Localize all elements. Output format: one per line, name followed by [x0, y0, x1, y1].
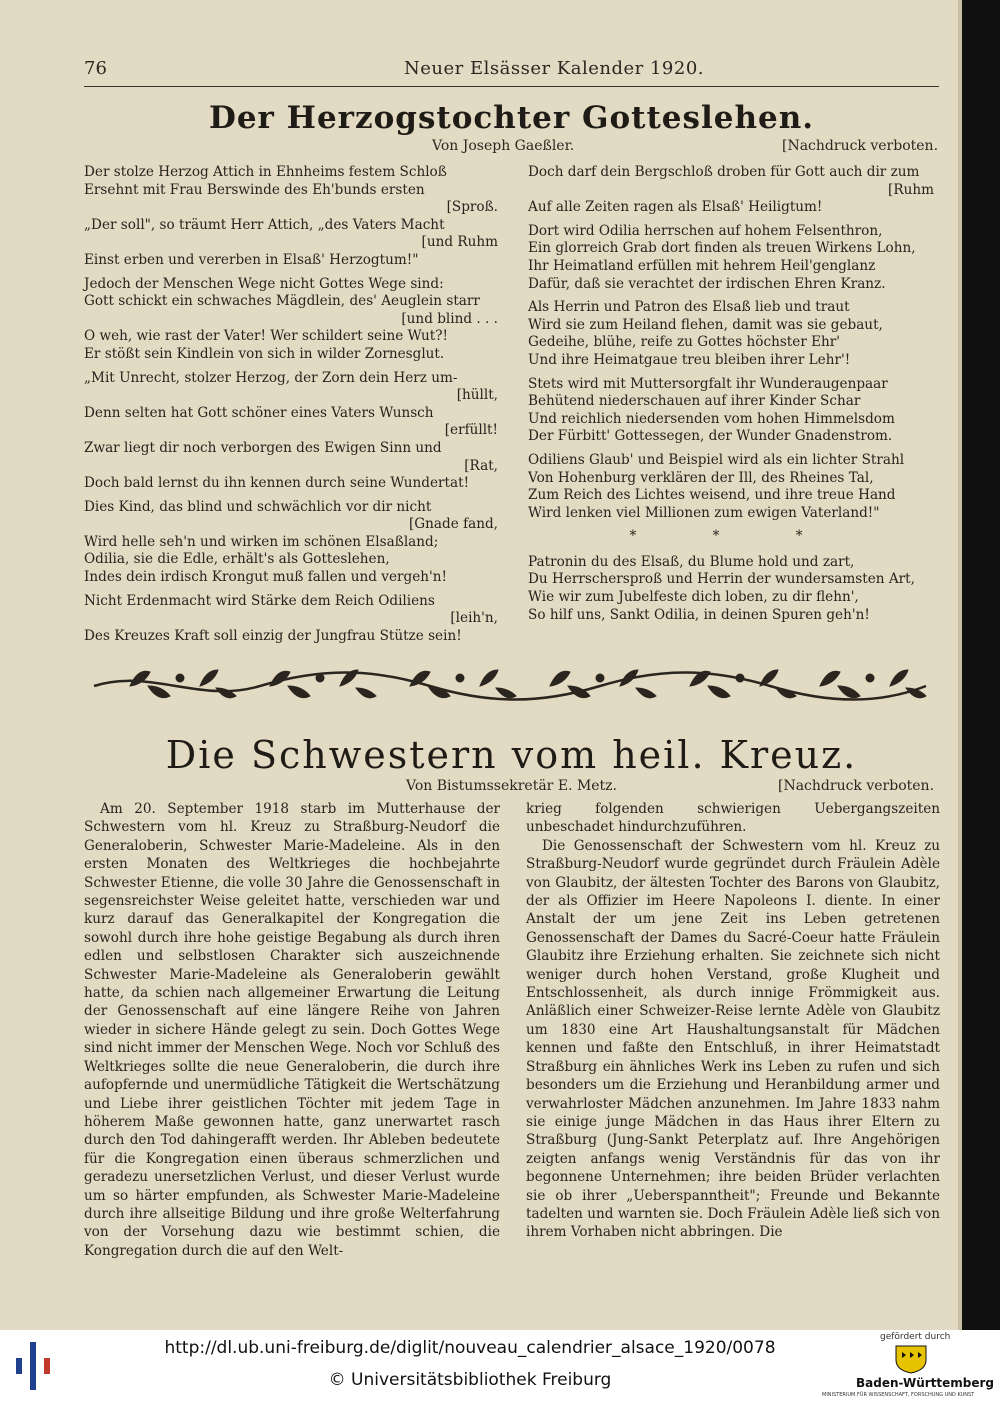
poem-line: [erfüllt!	[444, 422, 498, 439]
article1-title: Der Herzogstochter Gotteslehen.	[208, 100, 815, 136]
poem-line: [Rat,	[464, 457, 498, 474]
poem-line: Denn selten hat Gott schöner eines Vaters Wunsch	[84, 404, 434, 421]
poem-stanza	[84, 593, 504, 646]
poem-line: Und reichlich niedersenden vom hohen Himmelsdom	[528, 410, 895, 427]
ministry-name: MINISTERIUM FÜR WISSENSCHAFT, FORSCHUNG UND KUNST	[822, 1392, 975, 1398]
poem-line: Odilia, sie die Edle, erhält's als Gotteslehen,	[84, 551, 390, 568]
poem-stanza	[84, 370, 504, 493]
page-number: 76	[84, 58, 107, 79]
poem-line: Ihr Heimatland erfüllen mit hehrem Heil'genglanz	[528, 257, 876, 274]
poem-line: Du Herrschersproß und Herrin der wundersamsten Art,	[528, 571, 915, 588]
poem-line: Dafür, daß sie verachtet der irdischen Ehren Kranz.	[528, 275, 886, 292]
poem-stanza	[84, 276, 504, 364]
poem-line: Ein glorreich Grab dort finden als treuen Wirkens Lohn,	[528, 240, 916, 257]
article2-title: Die Schwestern vom heil. Kreuz.	[165, 733, 858, 777]
poem-left-column	[84, 164, 504, 651]
poem-line: Nicht Erdenmacht wird Stärke dem Reich Odiliens	[84, 592, 435, 609]
poem-line: Als Herrin und Patron des Elsaß lieb und traut	[528, 299, 850, 316]
article2-left-text: Am 20. September 1918 starb im Mutterhause der Schwestern vom hl. Kreuz zu Straßburg-Neudorf die Generaloberin, Schwester Marie-Madeleine. Als in den ersten Monaten des Weltkrieges die hochbejahrte Schwester Etienne, die volle 30 Jahre die Genossenschaft in segensreichster Weise geleitet hatte, verschieden war und kurz darauf das Generalkapitel der Kongregation die sowohl durch ihre hohe geistige Begabung als durch ihren edlen und selbstlosen Charakter sich auszeichnende Schwester Marie-Madeleine als Generaloberin gewählt hatte, da schien nach allgemeiner Erwartung die Leitung der Genossenschaft auf eine längere Reihe von Jahren wieder in sichere Hände gelegt zu sein. Doch Gottes Wege sind nicht immer der Menschen Wege. Noch vor Schluß des Weltkrieges sollte die neue Generaloberin, die durch ihre aufopfernde und unermüdliche Tätigkeit die Wertschätzung und Liebe ihrer geistlichen Töchter mit jedem Tage in höherem Maße gewonnen hatte, ganz unerwartet rasch durch den Tod dahingerafft werden. Ihr Ableben bedeutete für die Kongregation einen überaus schmerzlichen und geradezu unersetzlichen Verlust, und dieser Verlust wurde um so härter empfunden, als Schwester Marie-Madeleine durch ihre allseitige Bildung und ihre große Welterfahrung von der Vorsehung dazu wie bestimmt schien, die Kongregation durch die auf den Welt-	[84, 801, 500, 1259]
poem-line: Wird sie zum Heiland flehen, damit was sie gebaut,	[528, 316, 883, 333]
running-title: Neuer Elsässer Kalender 1920.	[404, 58, 705, 79]
header-rule	[84, 86, 939, 87]
article2-right-text-1: krieg folgenden schwierigen Uebergangszeiten unbeschadet hindurchzuführen.	[526, 801, 940, 836]
article2-notice: [Nachdruck verboten.	[778, 778, 935, 794]
library-logo-icon	[14, 1340, 54, 1392]
poem-line: Des Kreuzes Kraft soll einzig der Jungfrau Stütze sein!	[84, 627, 462, 644]
poem-line: Zum Reich des Lichtes weisend, und ihre treue Hand	[528, 487, 896, 504]
poem-line: So hilf uns, Sankt Odilia, in deinen Spuren geh'n!	[528, 606, 870, 623]
poem-line: [Sproß.	[446, 199, 498, 216]
poem-line: Doch darf dein Bergschloß droben für Gott auch dir zum	[528, 164, 920, 180]
poem-line: Odiliens Glaub' und Beispiel wird als ein lichter Strahl	[528, 451, 905, 468]
poem-line: Gedeihe, blühe, reife zu Gottes höchster Ehr'	[528, 334, 841, 351]
poem-line: Dies Kind, das blind und schwächlich vor dir nicht	[84, 498, 432, 515]
poem-line: Auf alle Zeiten ragen als Elsaß' Heiligtum!	[528, 199, 823, 216]
article2-author: Von Bistumssekretär E. Metz.	[406, 778, 618, 794]
poem-stanza	[528, 223, 940, 293]
article2-left-column	[84, 800, 500, 1260]
funded-by-label: gefördert durch	[880, 1332, 951, 1342]
poem-line: [und Ruhm	[421, 234, 498, 251]
poem-line: Zwar liegt dir noch verborgen des Ewigen Sinn und	[84, 439, 442, 456]
copyright-text: © Universitätsbibliothek Freiburg	[328, 1370, 612, 1390]
sponsor-name: Baden-Württemberg	[856, 1376, 995, 1390]
poem-line: [Gnade fand,	[408, 516, 498, 533]
scan-border	[962, 0, 1000, 1330]
poem-line: Jedoch der Menschen Wege nicht Gottes Wege sind:	[84, 275, 444, 292]
page-header	[84, 58, 934, 84]
poem-line: Einst erben und vererben in Elsaß' Herzogtum!"	[84, 251, 419, 268]
poem-line: [hüllt,	[456, 387, 498, 404]
poem-line: Wird helle seh'n und wirken im schönen Elsaßland;	[84, 533, 439, 550]
poem-line: Doch bald lernst du ihn kennen durch seine Wundertat!	[84, 475, 470, 492]
poem-line: Wird lenken viel Millionen zum ewigen Vaterland!"	[528, 504, 880, 521]
article1-notice: [Nachdruck verboten.	[782, 138, 939, 154]
poem-right-column	[528, 164, 940, 630]
poem-line: [leih'n,	[450, 610, 498, 627]
floral-ornament	[90, 664, 930, 708]
poem-line: Behütend niederschauen auf ihrer Kinder Schar	[528, 393, 861, 410]
poem-stanza	[528, 554, 940, 624]
poem-line: [und blind . . .	[401, 310, 498, 327]
poem-line: Stets wird mit Muttersorgfalt ihr Wunderaugenpaar	[528, 375, 888, 392]
viewer-footer	[0, 1330, 1000, 1402]
poem-stanza	[528, 452, 940, 522]
poem-line: Ersehnt mit Frau Berswinde des Eh'bunds ersten	[84, 181, 425, 198]
permalink-url[interactable]: http://dl.ub.uni-freiburg.de/diglit/nouveau_calendrier_alsace_1920/0078	[164, 1338, 776, 1358]
poem-line: Dort wird Odilia herrschen auf hohem Felsenthron,	[528, 222, 883, 239]
section-stars: * * *	[629, 528, 839, 545]
poem-stanza	[528, 376, 940, 446]
poem-line: „Der soll", so träumt Herr Attich, „des Vaters Macht	[84, 216, 445, 233]
poem-line: Patronin du des Elsaß, du Blume hold und zart,	[528, 553, 855, 570]
poem-line: [Ruhm	[888, 181, 934, 198]
poem-line: Indes dein irdisch Krongut muß fallen und vergeh'n!	[84, 569, 447, 586]
coat-of-arms-icon	[888, 1344, 934, 1374]
poem-line: Der stolze Herzog Attich in Ehnheims festem Schloß	[84, 164, 447, 180]
poem-line: Er stößt sein Kindlein von sich in wilder Zornesglut.	[84, 345, 445, 362]
poem-stanza	[528, 164, 940, 217]
article2-right-text-2: Die Genossenschaft der Schwestern vom hl. Kreuz zu Straßburg-Neudorf wurde gegründet durch Fräulein Adèle von Glaubitz, der ältesten Tochter des Barons von Glaubitz, der als Offizier im Heere Napoleons I. diente. In einer Anstalt der um jene Zeit ins Leben getretenen Genossenschaft der Dames du Sacré-Coeur hatte Fräulein Glaubitz ihre Erziehung erhalten. Sie zeichnete sich nicht weniger durch hohen Verstand, große Klugheit und Entschlossenheit, als durch innige Frömmigkeit aus. Anläßlich einer Schweizer-Reise lernte Adèle von Glaubitz um 1830 eine Art Haushaltungsanstalt für Mädchen kennen und faßte den Entschluß, in ihrer Heimatstadt Straßburg ein ähnliches Werk ins Leben zu rufen und sich besonders um die Erziehung und Heranbildung armer und verwahrloster Mädchen anzunehmen. Im Jahre 1833 nahm sie einige junge Mädchen in das Haus ihrer Eltern zu Straßburg (Jung-Sankt Peterplatz auf. Ihre Angehörigen zeigten anfangs wenig Verständnis für das von ihr begonnene Unternehmen; ihre beiden Brüder verlachten sie ob ihrer „Ueberspanntheit"; Freunde und Bekannte tadelten und warnten sie. Doch Fräulein Adèle ließ sich von ihrem Vorhaben nicht abbringen. Die	[526, 837, 940, 1241]
poem-line: „Mit Unrecht, stolzer Herzog, der Zorn dein Herz um-	[84, 369, 458, 386]
poem-stanza	[84, 499, 504, 587]
poem-stanza	[84, 164, 504, 270]
poem-line: Gott schickt ein schwaches Mägdlein, des' Aeuglein starr	[84, 293, 480, 310]
poem-line: Wie wir zum Jubelfeste dich loben, zu dir flehn',	[528, 589, 859, 606]
poem-line: Von Hohenburg verklären der Ill, des Rheines Tal,	[528, 469, 874, 486]
poem-line: O weh, wie rast der Vater! Wer schildert seine Wut?!	[84, 328, 448, 345]
article2-right-column	[526, 800, 940, 1242]
article1-author: Von Joseph Gaeßler.	[432, 138, 575, 154]
poem-line: Der Fürbitt' Gottessegen, der Wunder Gnadenstrom.	[528, 428, 893, 445]
poem-stanza	[528, 299, 940, 369]
poem-line: Und ihre Heimatgaue treu bleiben ihrer Lehr'!	[528, 351, 851, 368]
